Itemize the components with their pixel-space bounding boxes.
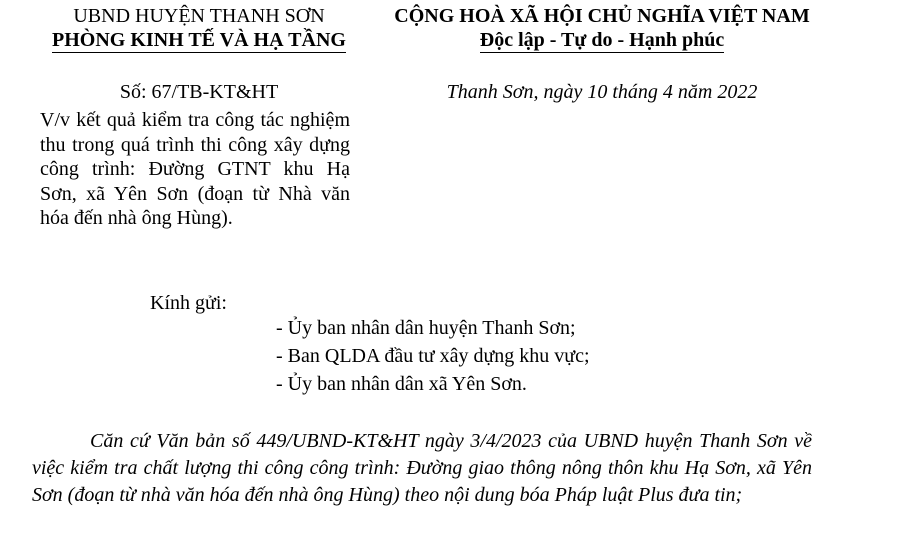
nation-name: CỘNG HOÀ XÃ HỘI CHỦ NGHĨA VIỆT NAM	[394, 5, 810, 27]
recipient-item: - Ban QLDA đầu tư xây dựng khu vực;	[276, 345, 590, 367]
document-subject: V/v kết quả kiểm tra công tác nghiệm thu trong quá trình thi công xây dựng công trình: Đường GTNT khu Hạ Sơn, xã Yên Sơn (đoạn từ Nhà văn hóa đến nhà ông Hùng).	[40, 109, 350, 229]
body-paragraph: Căn cứ Văn bản số 449/UBND-KT&HT ngày 3/4/2023 của UBND huyện Thanh Sơn về việc kiểm tra chất lượng thi công công trình: Đường giao thông nông thôn khu Hạ Sơn, xã Yên Sơn (đoạn từ nhà văn hóa đến nhà ông Hùng) theo nội dung bóa Pháp luật Plus đưa tin;	[32, 430, 812, 506]
document-number: Số: 67/TB-KT&HT	[119, 81, 279, 103]
salutation: Kính gửi:	[150, 292, 227, 314]
parent-organization: UBND HUYỆN THANH SƠN	[73, 5, 325, 27]
issuing-organization	[40, 4, 358, 52]
national-motto: Độc lập - Tự do - Hạnh phúc	[479, 29, 725, 51]
department-name: PHÒNG KINH TẾ VÀ HẠ TẦNG	[52, 29, 346, 51]
recipient-list	[276, 314, 590, 398]
issue-date: Thanh Sơn, ngày 10 tháng 4 năm 2022	[446, 81, 758, 103]
recipient-item: - Ủy ban nhân dân huyện Thanh Sơn;	[276, 317, 576, 339]
national-header	[352, 4, 852, 52]
recipient-item: - Ủy ban nhân dân xã Yên Sơn.	[276, 373, 527, 395]
